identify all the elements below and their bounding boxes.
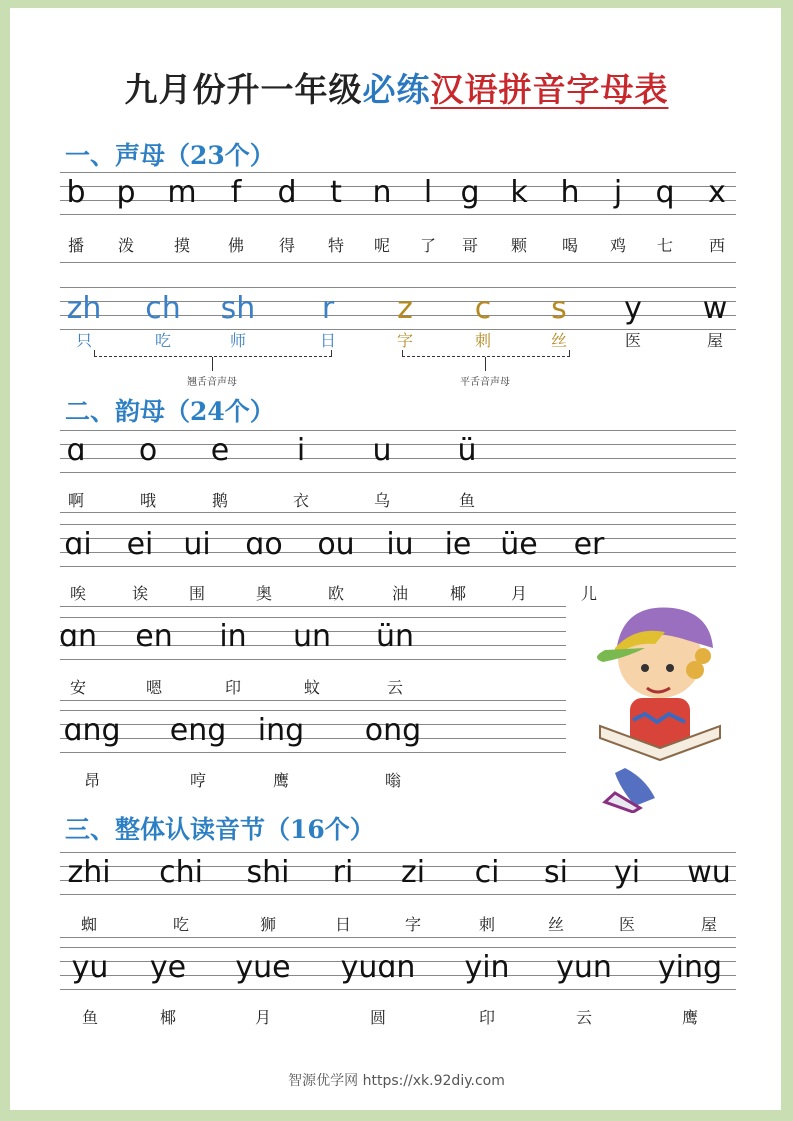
hanzi-finals_row1-5: 鱼: [458, 491, 476, 510]
section-finals-heading: 二、韵母（24个）: [65, 397, 275, 426]
hanzi-initials_row2-5: 刺: [474, 331, 492, 350]
hanzi-finals_row2-3: 奥: [255, 584, 273, 603]
pinyin-whole_row1-2: shi: [246, 855, 290, 890]
pinyin-finals_row1-2: e: [210, 433, 230, 468]
pinyin-whole_row1-5: ci: [474, 855, 500, 890]
pinyin-initials_row2-5: c: [474, 291, 492, 326]
pinyin-whole_row2-0: yu: [71, 950, 109, 985]
pinyin-initials_row1-2: m: [167, 175, 197, 210]
hanzi-finals_row2-0: 唉: [69, 584, 87, 603]
hanzi-finals_row1-0: 啊: [67, 491, 85, 510]
pinyin-finals_row3-2: in: [219, 619, 247, 654]
hanzi-initials_row1-7: 了: [419, 236, 437, 255]
pinyin-initials_row2-0: zh: [66, 291, 102, 326]
hanzi-finals_row3-2: 印: [224, 678, 242, 697]
hanzi-finals_row4-0: 昂: [83, 771, 101, 790]
title-part2: 必练: [362, 70, 431, 109]
hanzi-finals_row4-2: 鹰: [272, 771, 290, 790]
pinyin-finals_row4-2: ing: [257, 713, 305, 748]
retroflex-label: 翘舌音声母: [187, 377, 237, 388]
pinyin-initials_row1-12: q: [655, 175, 675, 210]
pinyin-finals_row1-0: ɑ: [66, 433, 86, 468]
hanzi-whole_row2-3: 圆: [369, 1008, 387, 1027]
hanzi-whole_row2-4: 印: [478, 1008, 496, 1027]
hanzi-finals_row2-8: 儿: [580, 584, 598, 603]
pinyin-initials_row2-8: w: [702, 291, 728, 326]
hanzi-finals_row4-3: 嗡: [384, 771, 402, 790]
pinyin-finals_row2-1: ei: [126, 527, 154, 562]
pinyin-initials_row1-3: f: [230, 175, 242, 210]
pinyin-whole_row2-6: ying: [657, 950, 723, 985]
pinyin-whole_row1-6: si: [544, 855, 568, 890]
hanzi-initials_row1-8: 哥: [461, 236, 479, 255]
pinyin-initials_row2-7: y: [624, 291, 642, 326]
pinyin-finals_row3-0: ɑn: [58, 619, 98, 654]
pinyin-finals_row1-4: u: [372, 433, 392, 468]
pinyin-finals_row2-5: iu: [386, 527, 414, 562]
pinyin-whole_row1-3: ri: [332, 855, 354, 890]
hanzi-whole_row1-0: 蜘: [80, 915, 98, 934]
pinyin-finals_row2-2: ui: [183, 527, 211, 562]
pinyin-whole_row1-4: zi: [400, 855, 426, 890]
hanzi-initials_row2-1: 吃: [154, 331, 172, 350]
pinyin-finals_row2-4: ou: [317, 527, 355, 562]
hanzi-finals_row2-1: 诶: [131, 584, 149, 603]
hanzi-finals_row2-6: 椰: [449, 584, 467, 603]
hanzi-initials_row1-1: 泼: [117, 236, 135, 255]
hanzi-finals_row3-1: 嗯: [145, 678, 163, 697]
section-whole-syllables-heading: 三、整体认读音节（16个）: [65, 815, 375, 844]
hanzi-initials_row2-4: 字: [396, 331, 414, 350]
hanzi-initials_row2-2: 师: [229, 331, 247, 350]
pinyin-finals_row3-1: en: [135, 619, 173, 654]
hanzi-initials_row1-13: 西: [708, 236, 726, 255]
hanzi-whole_row1-5: 刺: [478, 915, 496, 934]
pinyin-initials_row1-9: k: [510, 175, 528, 210]
pinyin-whole_row2-5: yun: [556, 950, 612, 985]
hanzi-whole_row1-2: 狮: [259, 915, 277, 934]
pinyin-initials_row1-0: b: [66, 175, 86, 210]
pinyin-finals_row1-1: o: [138, 433, 158, 468]
pinyin-finals_row2-8: er: [573, 527, 605, 562]
pinyin-finals_row1-5: ü: [457, 433, 477, 468]
hanzi-finals_row3-3: 蚊: [303, 678, 321, 697]
hanzi-initials_row2-7: 医: [624, 331, 642, 350]
hanzi-finals_row1-3: 衣: [292, 491, 310, 510]
hanzi-whole_row1-6: 丝: [547, 915, 565, 934]
hanzi-finals_row1-4: 乌: [373, 491, 391, 510]
hanzi-initials_row1-4: 得: [278, 236, 296, 255]
pinyin-whole_row1-7: yi: [613, 855, 641, 890]
hanzi-whole_row2-6: 鹰: [681, 1008, 699, 1027]
hanzi-initials_row2-3: 日: [319, 331, 337, 350]
flat-label: 平舌音声母: [460, 377, 510, 388]
pinyin-initials_row1-1: p: [116, 175, 136, 210]
pinyin-initials_row2-6: s: [551, 291, 567, 326]
hanzi-initials_row1-0: 播: [67, 236, 85, 255]
title-part1: 九月份升一年级: [124, 70, 363, 109]
hanzi-whole_row1-1: 吃: [172, 915, 190, 934]
hanzi-whole_row1-3: 日: [334, 915, 352, 934]
pinyin-initials_row1-7: l: [423, 175, 433, 210]
hanzi-whole_row2-1: 椰: [159, 1008, 177, 1027]
pinyin-initials_row1-5: t: [330, 175, 342, 210]
pinyin-initials_row1-13: x: [708, 175, 726, 210]
flat-bracket: [402, 350, 570, 357]
pinyin-finals_row1-3: i: [296, 433, 306, 468]
pinyin-finals_row3-3: un: [292, 619, 332, 654]
hanzi-initials_row1-2: 摸: [173, 236, 191, 255]
flat-stem: [485, 357, 486, 371]
hanzi-initials_row2-0: 只: [75, 331, 93, 350]
hanzi-finals_row2-2: 围: [188, 584, 206, 603]
hanzi-initials_row1-3: 佛: [227, 236, 245, 255]
hanzi-initials_row1-11: 鸡: [609, 236, 627, 255]
retroflex-stem: [212, 357, 213, 371]
hanzi-initials_row1-6: 呢: [373, 236, 391, 255]
pinyin-initials_row2-1: ch: [145, 291, 181, 326]
section-initials-heading: 一、声母（23个）: [65, 141, 275, 170]
hanzi-finals_row4-1: 哼: [189, 771, 207, 790]
hanzi-initials_row1-10: 喝: [561, 236, 579, 255]
pinyin-whole_row2-1: ye: [149, 950, 187, 985]
pinyin-initials_row2-2: sh: [220, 291, 256, 326]
hanzi-finals_row2-7: 月: [510, 584, 528, 603]
pinyin-initials_row1-8: g: [460, 175, 480, 210]
pinyin-finals_row3-4: ün: [375, 619, 415, 654]
pinyin-initials_row1-4: d: [277, 175, 297, 210]
hanzi-whole_row2-0: 鱼: [81, 1008, 99, 1027]
pinyin-initials_row1-10: h: [560, 175, 580, 210]
hanzi-whole_row1-8: 屋: [700, 915, 718, 934]
pinyin-initials_row1-11: j: [613, 175, 623, 210]
hanzi-finals_row1-1: 哦: [139, 491, 157, 510]
hanzi-finals_row3-0: 安: [69, 678, 87, 697]
hanzi-finals_row2-5: 油: [391, 584, 409, 603]
pinyin-finals_row2-6: ie: [444, 527, 472, 562]
retroflex-bracket: [94, 350, 332, 357]
pinyin-whole_row1-0: zhi: [67, 855, 111, 890]
hanzi-whole_row1-4: 字: [404, 915, 422, 934]
hanzi-finals_row2-4: 欧: [327, 584, 345, 603]
pinyin-finals_row4-0: ɑng: [63, 713, 121, 748]
page-title: [0, 64, 793, 111]
hanzi-whole_row1-7: 医: [618, 915, 636, 934]
title-part3: 汉语拼音字母表: [430, 70, 669, 109]
hanzi-initials_row2-8: 屋: [706, 331, 724, 350]
pinyin-whole_row1-8: wu: [687, 855, 731, 890]
pinyin-finals_row2-0: ɑi: [64, 527, 92, 562]
pinyin-finals_row4-1: eng: [169, 713, 227, 748]
hanzi-whole_row2-2: 月: [254, 1008, 272, 1027]
hanzi-finals_row1-2: 鹅: [211, 491, 229, 510]
hanzi-initials_row1-5: 特: [327, 236, 345, 255]
hanzi-initials_row1-12: 七: [656, 236, 674, 255]
pinyin-whole_row1-1: chi: [159, 855, 203, 890]
pinyin-whole_row2-3: yuɑn: [340, 950, 416, 985]
hanzi-initials_row1-9: 颗: [510, 236, 528, 255]
pinyin-initials_row2-4: z: [397, 291, 413, 326]
pinyin-whole_row2-2: yue: [235, 950, 291, 985]
hanzi-initials_row2-6: 丝: [550, 331, 568, 350]
hanzi-whole_row2-5: 云: [575, 1008, 593, 1027]
pinyin-finals_row2-7: üe: [500, 527, 538, 562]
pinyin-finals_row2-3: ɑo: [245, 527, 283, 562]
footer-watermark: 智源优学网 https://xk.92diy.com: [288, 1073, 505, 1089]
hanzi-finals_row3-4: 云: [386, 678, 404, 697]
pinyin-initials_row2-3: r: [321, 291, 335, 326]
reading-boy-illustration: [585, 598, 735, 813]
pinyin-initials_row1-6: n: [372, 175, 392, 210]
pinyin-finals_row4-3: ong: [364, 713, 422, 748]
pinyin-whole_row2-4: yin: [464, 950, 510, 985]
